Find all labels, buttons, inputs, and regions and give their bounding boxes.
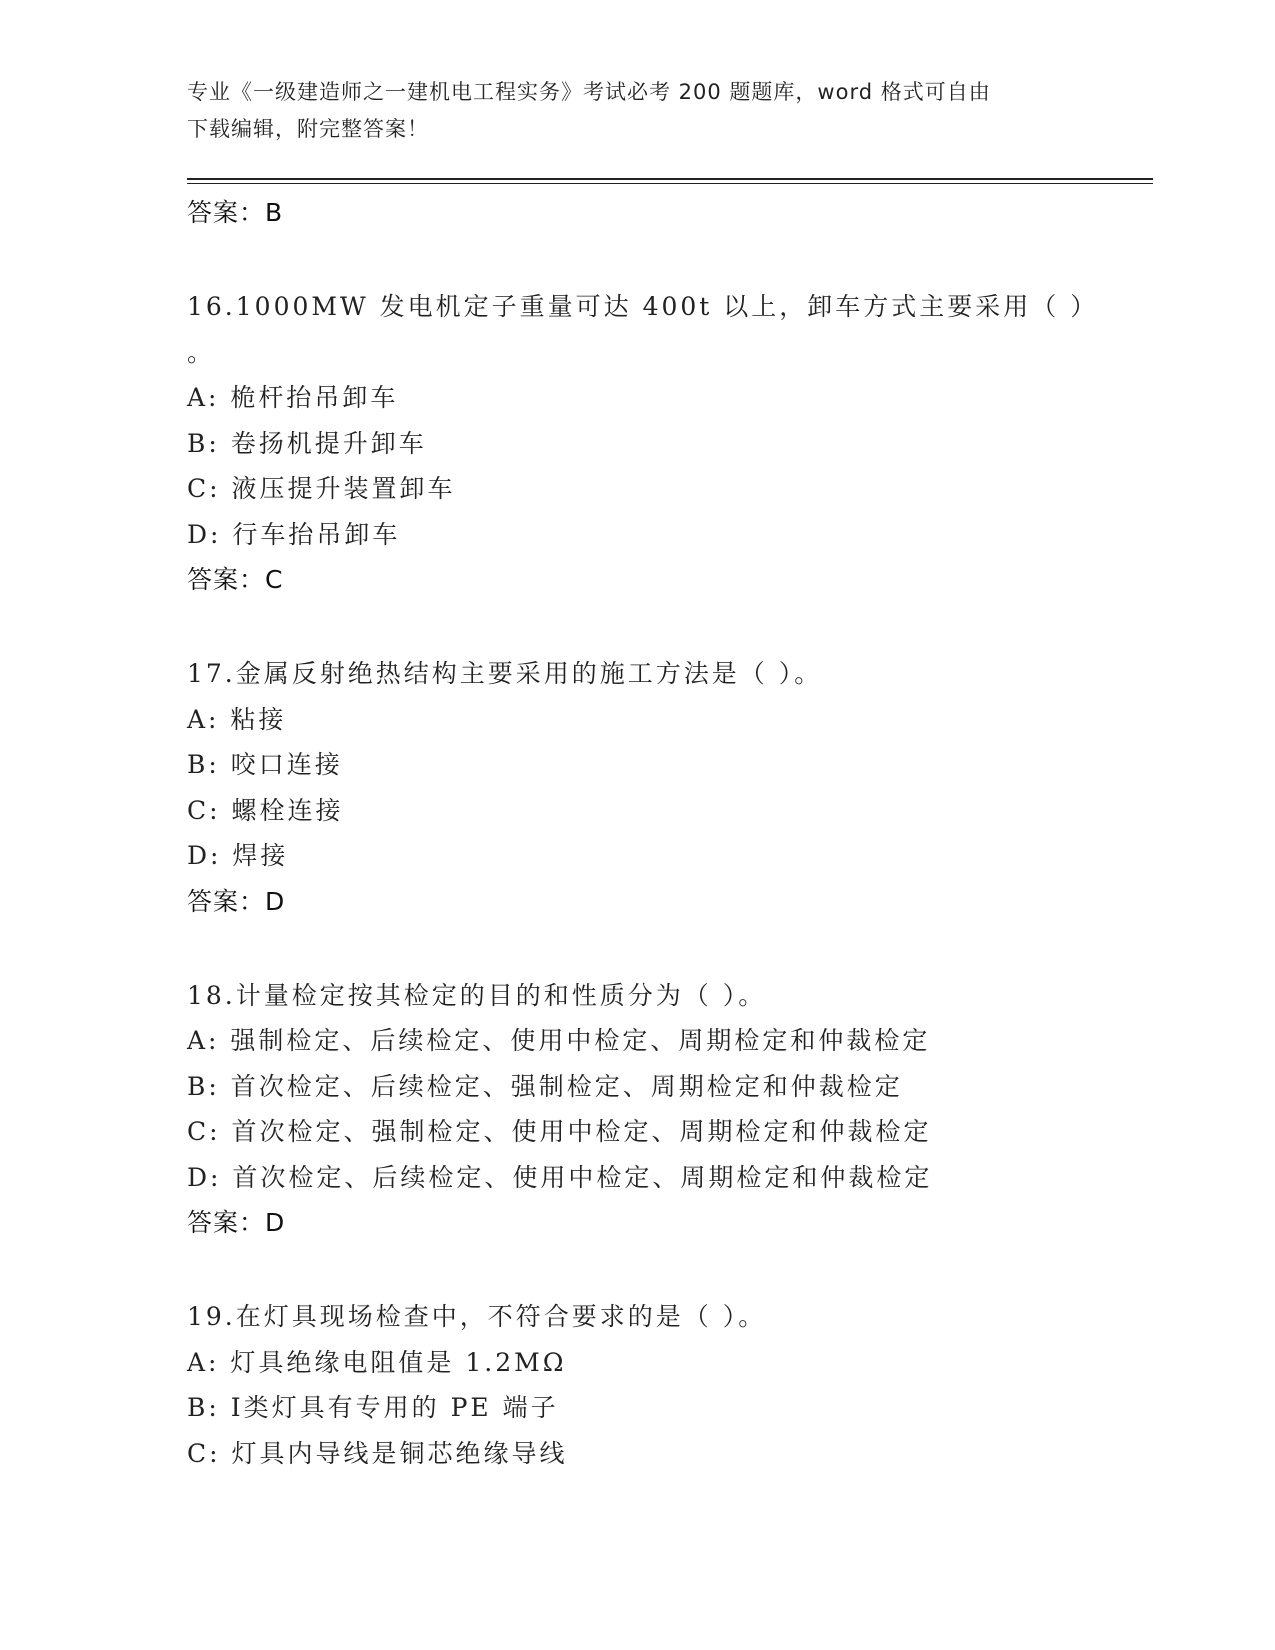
question-16 xyxy=(187,284,1107,603)
option-a: A: 强制检定、后续检定、使用中检定、周期检定和仲裁检定 xyxy=(187,1026,931,1055)
question-19 xyxy=(187,1294,1107,1476)
spacer xyxy=(187,1246,1107,1294)
question-18 xyxy=(187,973,1107,1247)
question-stem: 19.在灯具现场检查中，不符合要求的是（ ）。 xyxy=(187,1302,767,1331)
spacer xyxy=(187,925,1107,973)
option-b: B: Ⅰ类灯具有专用的 PE 端子 xyxy=(187,1393,559,1422)
option-b: B: 首次检定、后续检定、强制检定、周期检定和仲裁检定 xyxy=(187,1071,903,1101)
option-d: D: 首次检定、后续检定、使用中检定、周期检定和仲裁检定 xyxy=(187,1162,933,1192)
answer: 答案：C xyxy=(187,565,284,594)
question-list xyxy=(187,190,1107,1476)
question-stem: 18.计量检定按其检定的目的和性质分为（ ）。 xyxy=(187,980,767,1010)
answer: 答案：D xyxy=(187,886,286,916)
header-divider-thick xyxy=(187,178,1153,180)
question-17 xyxy=(187,651,1107,925)
document-header xyxy=(187,74,1087,148)
option-a: A: 粘接 xyxy=(187,704,287,734)
question-stem xyxy=(187,284,1107,375)
option-c: C: 液压提升装置卸车 xyxy=(187,474,456,503)
option-d: D: 行车抬吊卸车 xyxy=(187,519,401,549)
option-c: C: 灯具内导线是铜芯绝缘导线 xyxy=(187,1438,568,1468)
spacer xyxy=(187,236,1107,284)
option-d: D: 焊接 xyxy=(187,841,289,870)
question-stem-line-2: 。 xyxy=(187,337,216,367)
question-stem: 17.金属反射绝热结构主要采用的施工方法是（ ）。 xyxy=(187,659,823,688)
header-divider-thin xyxy=(187,183,1153,184)
previous-answer: 答案：B xyxy=(187,198,284,227)
option-c: C: 首次检定、强制检定、使用中检定、周期检定和仲裁检定 xyxy=(187,1117,932,1146)
spacer xyxy=(187,603,1107,651)
option-a: A: 桅杆抬吊卸车 xyxy=(187,383,399,412)
option-b: B: 卷扬机提升卸车 xyxy=(187,428,427,458)
header-line-1: 专业《一级建造师之一建机电工程实务》考试必考 200 题题库，word 格式可自由 xyxy=(187,80,991,104)
option-a: A: 灯具绝缘电阻值是 1.2MΩ xyxy=(187,1347,567,1377)
option-c: C: 螺栓连接 xyxy=(187,795,344,825)
question-stem-line-1: 16.1000MW 发电机定子重量可达 400t 以上，卸车方式主要采用（ ） xyxy=(187,292,1099,321)
option-b: B: 咬口连接 xyxy=(187,750,343,779)
answer: 答案：D xyxy=(187,1208,286,1237)
header-line-2: 下载编辑，附完整答案！ xyxy=(187,117,429,141)
